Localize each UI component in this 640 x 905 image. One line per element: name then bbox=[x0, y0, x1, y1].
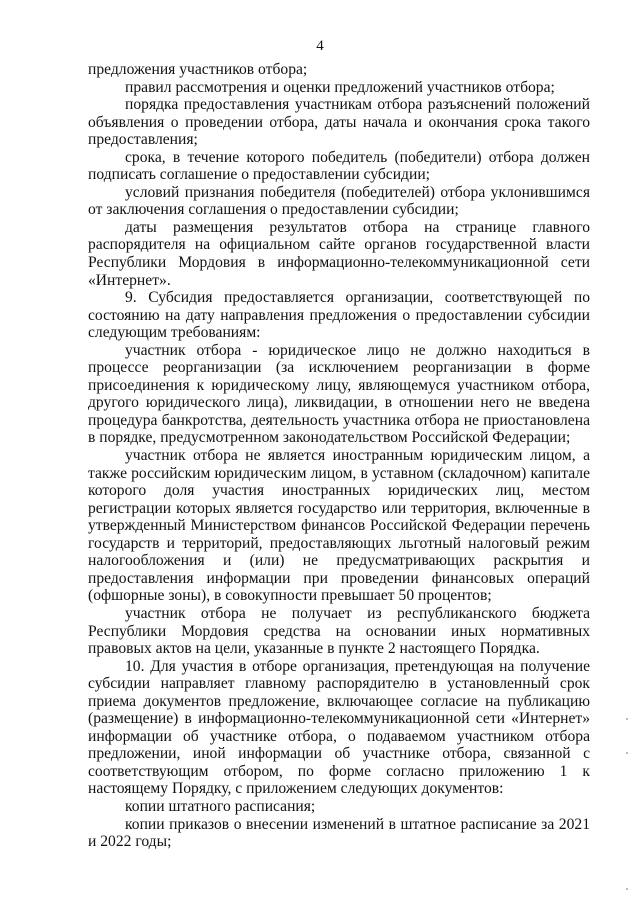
paragraph-requirement-foreign-entity: участник отбора не является иностранным юридическим лицом, а также российским юридическим лицом, в уставном (складочном) капитале которого доля участия иностранных юридических лиц, местом регистрации которых является государство или территория, включенные в утвержденный Министерством финансов Российской Федерации перечень государств и территорий, предоставляющих льготный налоговый режим налогообложения и (или) не предусматривающих раскрытия и предоставления информации при проведении финансовых операций (офшорные зоны), в совокупности превышает 50 процентов; bbox=[88, 447, 590, 605]
paragraph-item-clarifications: порядка предоставления участникам отбора разъяснений положений объявления о проведении отбора, даты начала и окончания срока такого предоставления; bbox=[88, 96, 590, 149]
paragraph-clause-9: 9. Субсидия предоставляется организации, соответствующей по состоянию на дату направления предложения о предоставлении субсидии следующим требованиям: bbox=[88, 289, 590, 342]
document-body bbox=[88, 61, 590, 851]
scan-artifact bbox=[626, 718, 628, 720]
paragraph-requirement-no-other-funds: участник отбора не получает из республиканского бюджета Республики Мордовия средства на основании иных нормативных правовых актов на цели, указанные в пункте 2 настоящего Порядка. bbox=[88, 604, 590, 658]
scan-artifact bbox=[626, 888, 628, 890]
paragraph-item-rules: правил рассмотрения и оценки предложений участников отбора; bbox=[125, 78, 555, 96]
scan-artifact bbox=[626, 752, 628, 754]
paragraph-item-agreement-term: срока, в течение которого победитель (победители) отбора должен подписать соглашение о предоставлении субсидии; bbox=[88, 148, 590, 184]
paragraph-doc-staff-schedule: копии штатного расписания; bbox=[125, 797, 316, 815]
paragraph-clause-10: 10. Для участия в отборе организация, претендующая на получение субсидии направляет главному распорядителю в установленный срок приема документов предложение, включающее согласие на публикацию (размещение) в информационно-телекоммуникационной сети «Интернет» информации об участнике отбора, о подаваемом участником отбора предложении, иной информации об участнике отбора, связанной с соответствующим отбором, по форме согласно приложению 1 к настоящему Порядку, с приложением следующих документов: bbox=[88, 657, 590, 798]
paragraph-item-evasion-conditions: условий признания победителя (победителей) отбора уклонившимся от заключения соглашения о предоставлении субсидии; bbox=[88, 183, 590, 219]
paragraph-item-results-date: даты размещения результатов отбора на странице главного распорядителя на официальном сайте органов государственной власти Республики Мордовия в информационно-телекоммуникационной сети «Интернет». bbox=[88, 218, 590, 289]
page-number: 4 bbox=[316, 38, 324, 54]
paragraph-continuation: предложения участников отбора; bbox=[88, 61, 308, 78]
paragraph-doc-orders: копии приказов о внесении изменений в штатное расписание за 2021 и 2022 годы; bbox=[88, 815, 590, 851]
paragraph-requirement-reorganization: участник отбора - юридическое лицо не должно находиться в процессе реорганизации (за исключением реорганизации в форме присоединения к юридическому лицу, являющемуся участником отбора, другого юридического лица), ликвидации, в отношении него не введена процедура банкротства, деятельность участника отбора не приостановлена в порядке, предусмотренном законодательством Российской Федерации; bbox=[88, 341, 590, 447]
